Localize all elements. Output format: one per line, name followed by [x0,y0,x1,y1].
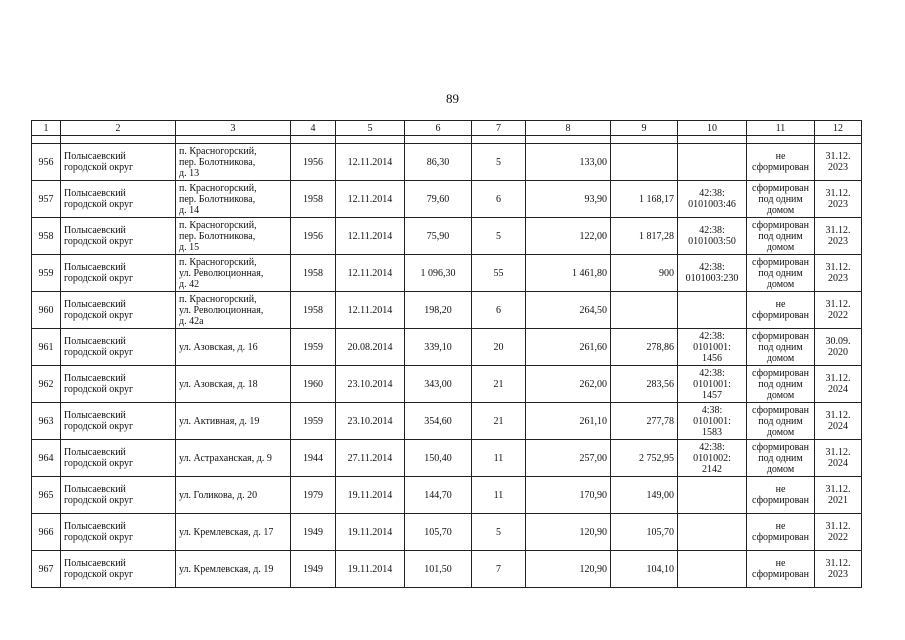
area-cell: 1 096,30 [405,255,472,292]
area-cell: 101,50 [405,551,472,588]
row-number: 967 [32,551,61,588]
value-cell [611,144,678,181]
deadline-cell: 31.12. 2023 [815,144,862,181]
cadastral-number-cell: 42:38: 0101001: 1456 [678,329,747,366]
column-header: 6 [405,121,472,136]
date-cell: 12.11.2014 [336,292,405,329]
row-number: 966 [32,514,61,551]
municipality-cell: Полысаевский городской округ [61,551,176,588]
address-cell: п. Красногорский, пер. Болотникова, д. 15 [176,218,291,255]
header-spacer-row [32,136,862,144]
address-cell: п. Красногорский, пер. Болотникова, д. 14 [176,181,291,218]
area-cell: 198,20 [405,292,472,329]
row-number: 956 [32,144,61,181]
deadline-cell: 31.12. 2023 [815,181,862,218]
municipality-cell: Полысаевский городской округ [61,366,176,403]
land-status-cell: сформирован под одним домом [747,255,815,292]
column-header: 12 [815,121,862,136]
address-cell: ул. Астраханская, д. 9 [176,440,291,477]
address-cell: п. Красногорский, ул. Революционная, д. 42 [176,255,291,292]
value-cell: 170,90 [526,477,611,514]
column-header: 3 [176,121,291,136]
land-status-cell: сформирован под одним домом [747,366,815,403]
address-cell: ул. Азовская, д. 16 [176,329,291,366]
year-cell: 1956 [291,218,336,255]
deadline-cell: 31.12. 2023 [815,255,862,292]
cadastral-number-cell [678,144,747,181]
deadline-cell: 31.12. 2024 [815,440,862,477]
row-number: 959 [32,255,61,292]
land-status-cell: не сформирован [747,292,815,329]
date-cell: 19.11.2014 [336,514,405,551]
table-row [32,551,862,588]
area-cell: 144,70 [405,477,472,514]
value-cell: 261,60 [526,329,611,366]
deadline-cell: 31.12. 2022 [815,292,862,329]
year-cell: 1979 [291,477,336,514]
value-cell: 1 168,17 [611,181,678,218]
column-header: 7 [472,121,526,136]
municipality-cell: Полысаевский городской округ [61,144,176,181]
year-cell: 1959 [291,329,336,366]
year-cell: 1958 [291,292,336,329]
cadastral-number-cell: 42:38: 0101003:46 [678,181,747,218]
table-row [32,255,862,292]
housing-register-table [31,120,862,588]
land-status-cell: не сформирован [747,551,815,588]
municipality-cell: Полысаевский городской округ [61,181,176,218]
column-number-row [32,121,862,136]
count-cell: 5 [472,218,526,255]
address-cell: ул. Азовская, д. 18 [176,366,291,403]
area-cell: 150,40 [405,440,472,477]
count-cell: 6 [472,292,526,329]
address-cell: п. Красногорский, пер. Болотникова, д. 13 [176,144,291,181]
table-row [32,403,862,440]
year-cell: 1960 [291,366,336,403]
table-row [32,440,862,477]
area-cell: 343,00 [405,366,472,403]
date-cell: 20.08.2014 [336,329,405,366]
column-header: 11 [747,121,815,136]
count-cell: 5 [472,144,526,181]
area-cell: 86,30 [405,144,472,181]
table-row [32,218,862,255]
value-cell: 133,00 [526,144,611,181]
count-cell: 7 [472,551,526,588]
table-row [32,366,862,403]
deadline-cell: 31.12. 2023 [815,551,862,588]
date-cell: 12.11.2014 [336,181,405,218]
cadastral-number-cell: 42:38: 0101003:230 [678,255,747,292]
land-status-cell: не сформирован [747,477,815,514]
row-number: 961 [32,329,61,366]
value-cell: 277,78 [611,403,678,440]
table-row [32,144,862,181]
deadline-cell: 31.12. 2024 [815,403,862,440]
table-row [32,477,862,514]
count-cell: 55 [472,255,526,292]
count-cell: 6 [472,181,526,218]
table-row [32,329,862,366]
area-cell: 354,60 [405,403,472,440]
row-number: 962 [32,366,61,403]
date-cell: 19.11.2014 [336,477,405,514]
page-number: 89 [446,91,459,106]
row-number: 963 [32,403,61,440]
date-cell: 19.11.2014 [336,551,405,588]
column-header: 10 [678,121,747,136]
cadastral-number-cell: 42:38: 0101002: 2142 [678,440,747,477]
column-header: 9 [611,121,678,136]
row-number: 965 [32,477,61,514]
value-cell: 122,00 [526,218,611,255]
land-status-cell: сформирован под одним домом [747,181,815,218]
count-cell: 11 [472,440,526,477]
area-cell: 339,10 [405,329,472,366]
municipality-cell: Полысаевский городской округ [61,514,176,551]
land-status-cell: сформирован под одним домом [747,329,815,366]
municipality-cell: Полысаевский городской округ [61,255,176,292]
value-cell: 149,00 [611,477,678,514]
year-cell: 1958 [291,181,336,218]
column-header: 4 [291,121,336,136]
address-cell: ул. Кремлевская, д. 17 [176,514,291,551]
cadastral-number-cell [678,514,747,551]
table-row [32,181,862,218]
value-cell: 264,50 [526,292,611,329]
year-cell: 1958 [291,255,336,292]
deadline-cell: 31.12. 2021 [815,477,862,514]
municipality-cell: Полысаевский городской округ [61,292,176,329]
value-cell: 120,90 [526,551,611,588]
table-row [32,514,862,551]
value-cell: 1 817,28 [611,218,678,255]
municipality-cell: Полысаевский городской округ [61,477,176,514]
year-cell: 1949 [291,551,336,588]
area-cell: 75,90 [405,218,472,255]
value-cell: 278,86 [611,329,678,366]
value-cell: 1 461,80 [526,255,611,292]
count-cell: 11 [472,477,526,514]
date-cell: 12.11.2014 [336,255,405,292]
year-cell: 1956 [291,144,336,181]
address-cell: ул. Голикова, д. 20 [176,477,291,514]
value-cell [611,292,678,329]
value-cell: 93,90 [526,181,611,218]
address-cell: п. Красногорский, ул. Революционная, д. 42а [176,292,291,329]
area-cell: 105,70 [405,514,472,551]
municipality-cell: Полысаевский городской округ [61,440,176,477]
value-cell: 900 [611,255,678,292]
deadline-cell: 31.12. 2022 [815,514,862,551]
row-number: 957 [32,181,61,218]
year-cell: 1949 [291,514,336,551]
value-cell: 104,10 [611,551,678,588]
cadastral-number-cell: 42:38: 0101001: 1457 [678,366,747,403]
date-cell: 12.11.2014 [336,144,405,181]
row-number: 958 [32,218,61,255]
area-cell: 79,60 [405,181,472,218]
cadastral-number-cell [678,292,747,329]
address-cell: ул. Активная, д. 19 [176,403,291,440]
municipality-cell: Полысаевский городской округ [61,218,176,255]
column-header: 2 [61,121,176,136]
value-cell: 257,00 [526,440,611,477]
municipality-cell: Полысаевский городской округ [61,403,176,440]
cadastral-number-cell: 42:38: 0101003:50 [678,218,747,255]
date-cell: 23.10.2014 [336,403,405,440]
count-cell: 5 [472,514,526,551]
table-row [32,292,862,329]
count-cell: 21 [472,366,526,403]
value-cell: 261,10 [526,403,611,440]
land-status-cell: сформирован под одним домом [747,218,815,255]
year-cell: 1944 [291,440,336,477]
date-cell: 12.11.2014 [336,218,405,255]
cadastral-number-cell [678,477,747,514]
count-cell: 20 [472,329,526,366]
land-status-cell: не сформирован [747,514,815,551]
value-cell: 2 752,95 [611,440,678,477]
count-cell: 21 [472,403,526,440]
date-cell: 23.10.2014 [336,366,405,403]
row-number: 964 [32,440,61,477]
column-header: 8 [526,121,611,136]
land-status-cell: не сформирован [747,144,815,181]
deadline-cell: 31.12. 2024 [815,366,862,403]
municipality-cell: Полысаевский городской округ [61,329,176,366]
column-header: 1 [32,121,61,136]
address-cell: ул. Кремлевская, д. 19 [176,551,291,588]
deadline-cell: 31.12. 2023 [815,218,862,255]
land-status-cell: сформирован под одним домом [747,403,815,440]
year-cell: 1959 [291,403,336,440]
date-cell: 27.11.2014 [336,440,405,477]
value-cell: 105,70 [611,514,678,551]
value-cell: 262,00 [526,366,611,403]
row-number: 960 [32,292,61,329]
cadastral-number-cell: 4:38: 0101001: 1583 [678,403,747,440]
cadastral-number-cell [678,551,747,588]
land-status-cell: сформирован под одним домом [747,440,815,477]
value-cell: 120,90 [526,514,611,551]
value-cell: 283,56 [611,366,678,403]
deadline-cell: 30.09. 2020 [815,329,862,366]
column-header: 5 [336,121,405,136]
